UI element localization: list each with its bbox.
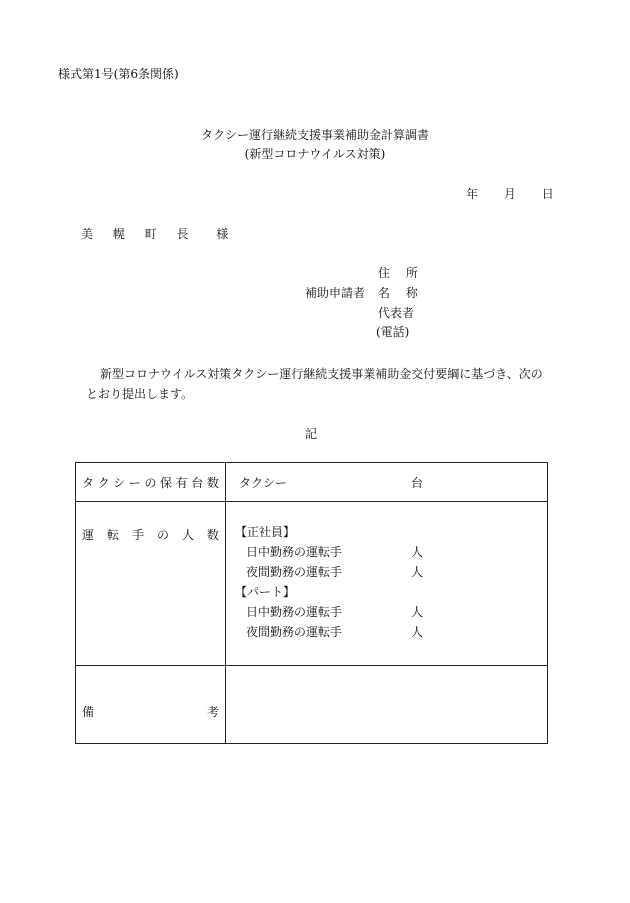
label-char: の [144,476,157,490]
driver-type-label: 夜間勤務の運転手 [246,565,343,579]
table-row-driver-count [76,502,548,666]
taxi-count-value-cell[interactable] [226,463,548,502]
addressee-char: 幌 [112,227,133,241]
table-row-remarks [76,666,548,744]
label-char: 備 [82,705,95,719]
fulltime-day-driver-row [235,544,547,564]
driver-list [226,524,547,644]
body-line-2: とおり提出します。 [86,387,194,401]
addressee-char: 長 [176,227,197,241]
label-char: シ [113,476,126,490]
label-char: ー [128,476,141,490]
applicant-phone-label: (電話) [376,325,410,339]
unit-persons: 人 [411,565,424,579]
date-year: 年 [466,187,479,201]
form-number: 様式第1号(第6条関係) [58,67,179,81]
driver-type-label: 日中勤務の運転手 [246,545,343,559]
driver-count-label-cell [76,502,226,666]
title-line-2: (新型コロナウイルス対策) [244,147,386,161]
addressee-char: 美 [81,227,102,241]
label-char: 数 [206,476,219,490]
label-char: ク [97,476,110,490]
date-day: 日 [541,187,554,201]
body-paragraph [88,364,558,404]
driver-type-label: 日中勤務の運転手 [246,605,343,619]
remarks-label-cell [76,666,226,744]
addressee-honorific: 様 [216,227,237,241]
label-char: 台 [191,476,204,490]
label-char: 手 [131,528,144,542]
date-month: 月 [503,187,516,201]
unit-vehicles: 台 [411,476,424,490]
taxi-count-label-cell [76,463,226,502]
label-char: 保 [160,476,173,490]
driver-count-value-cell[interactable] [226,502,548,666]
title-line-1: タクシー運行継続支援事業補助金計算調書 [200,128,429,142]
taxi-label: タクシー [239,476,288,490]
applicant-name-label: 名 称 [378,286,424,300]
parttime-day-driver-row [235,604,547,624]
unit-persons: 人 [411,625,424,639]
calculation-table [75,462,548,744]
label-char: 運 [82,528,95,542]
addressee [81,226,236,242]
applicant-representative-label: 代表者 [378,306,415,320]
label-char: 数 [206,528,219,542]
taxi-count-label [76,474,225,491]
label-char: 有 [175,476,188,490]
parttime-night-driver-row [235,624,547,644]
label-char: 考 [206,705,219,719]
label-char: 転 [106,528,119,542]
label-char: の [156,528,169,542]
remarks-value-cell[interactable] [226,666,548,744]
unit-persons: 人 [411,605,424,619]
section-parttime: 【パート】 [235,585,296,599]
document-title [0,126,630,164]
taxi-count-value [226,474,547,491]
ki-marker: 記 [305,427,318,441]
remarks-label [76,703,225,720]
driver-count-label [76,526,225,543]
label-char: 人 [181,528,194,542]
section-fulltime: 【正社員】 [235,525,296,539]
unit-persons: 人 [411,545,424,559]
table-row-taxi-count [76,463,548,502]
applicant-address-label: 住 所 [378,266,424,280]
addressee-char: 町 [144,227,165,241]
body-line-1: 新型コロナウイルス対策タクシー運行継続支援事業補助金交付要綱に基づき、次の [100,367,543,381]
date-line [466,186,554,202]
driver-type-label: 夜間勤務の運転手 [246,625,343,639]
label-char: タ [82,476,95,490]
fulltime-night-driver-row [235,564,547,584]
applicant-label: 補助申請者 [305,286,366,300]
